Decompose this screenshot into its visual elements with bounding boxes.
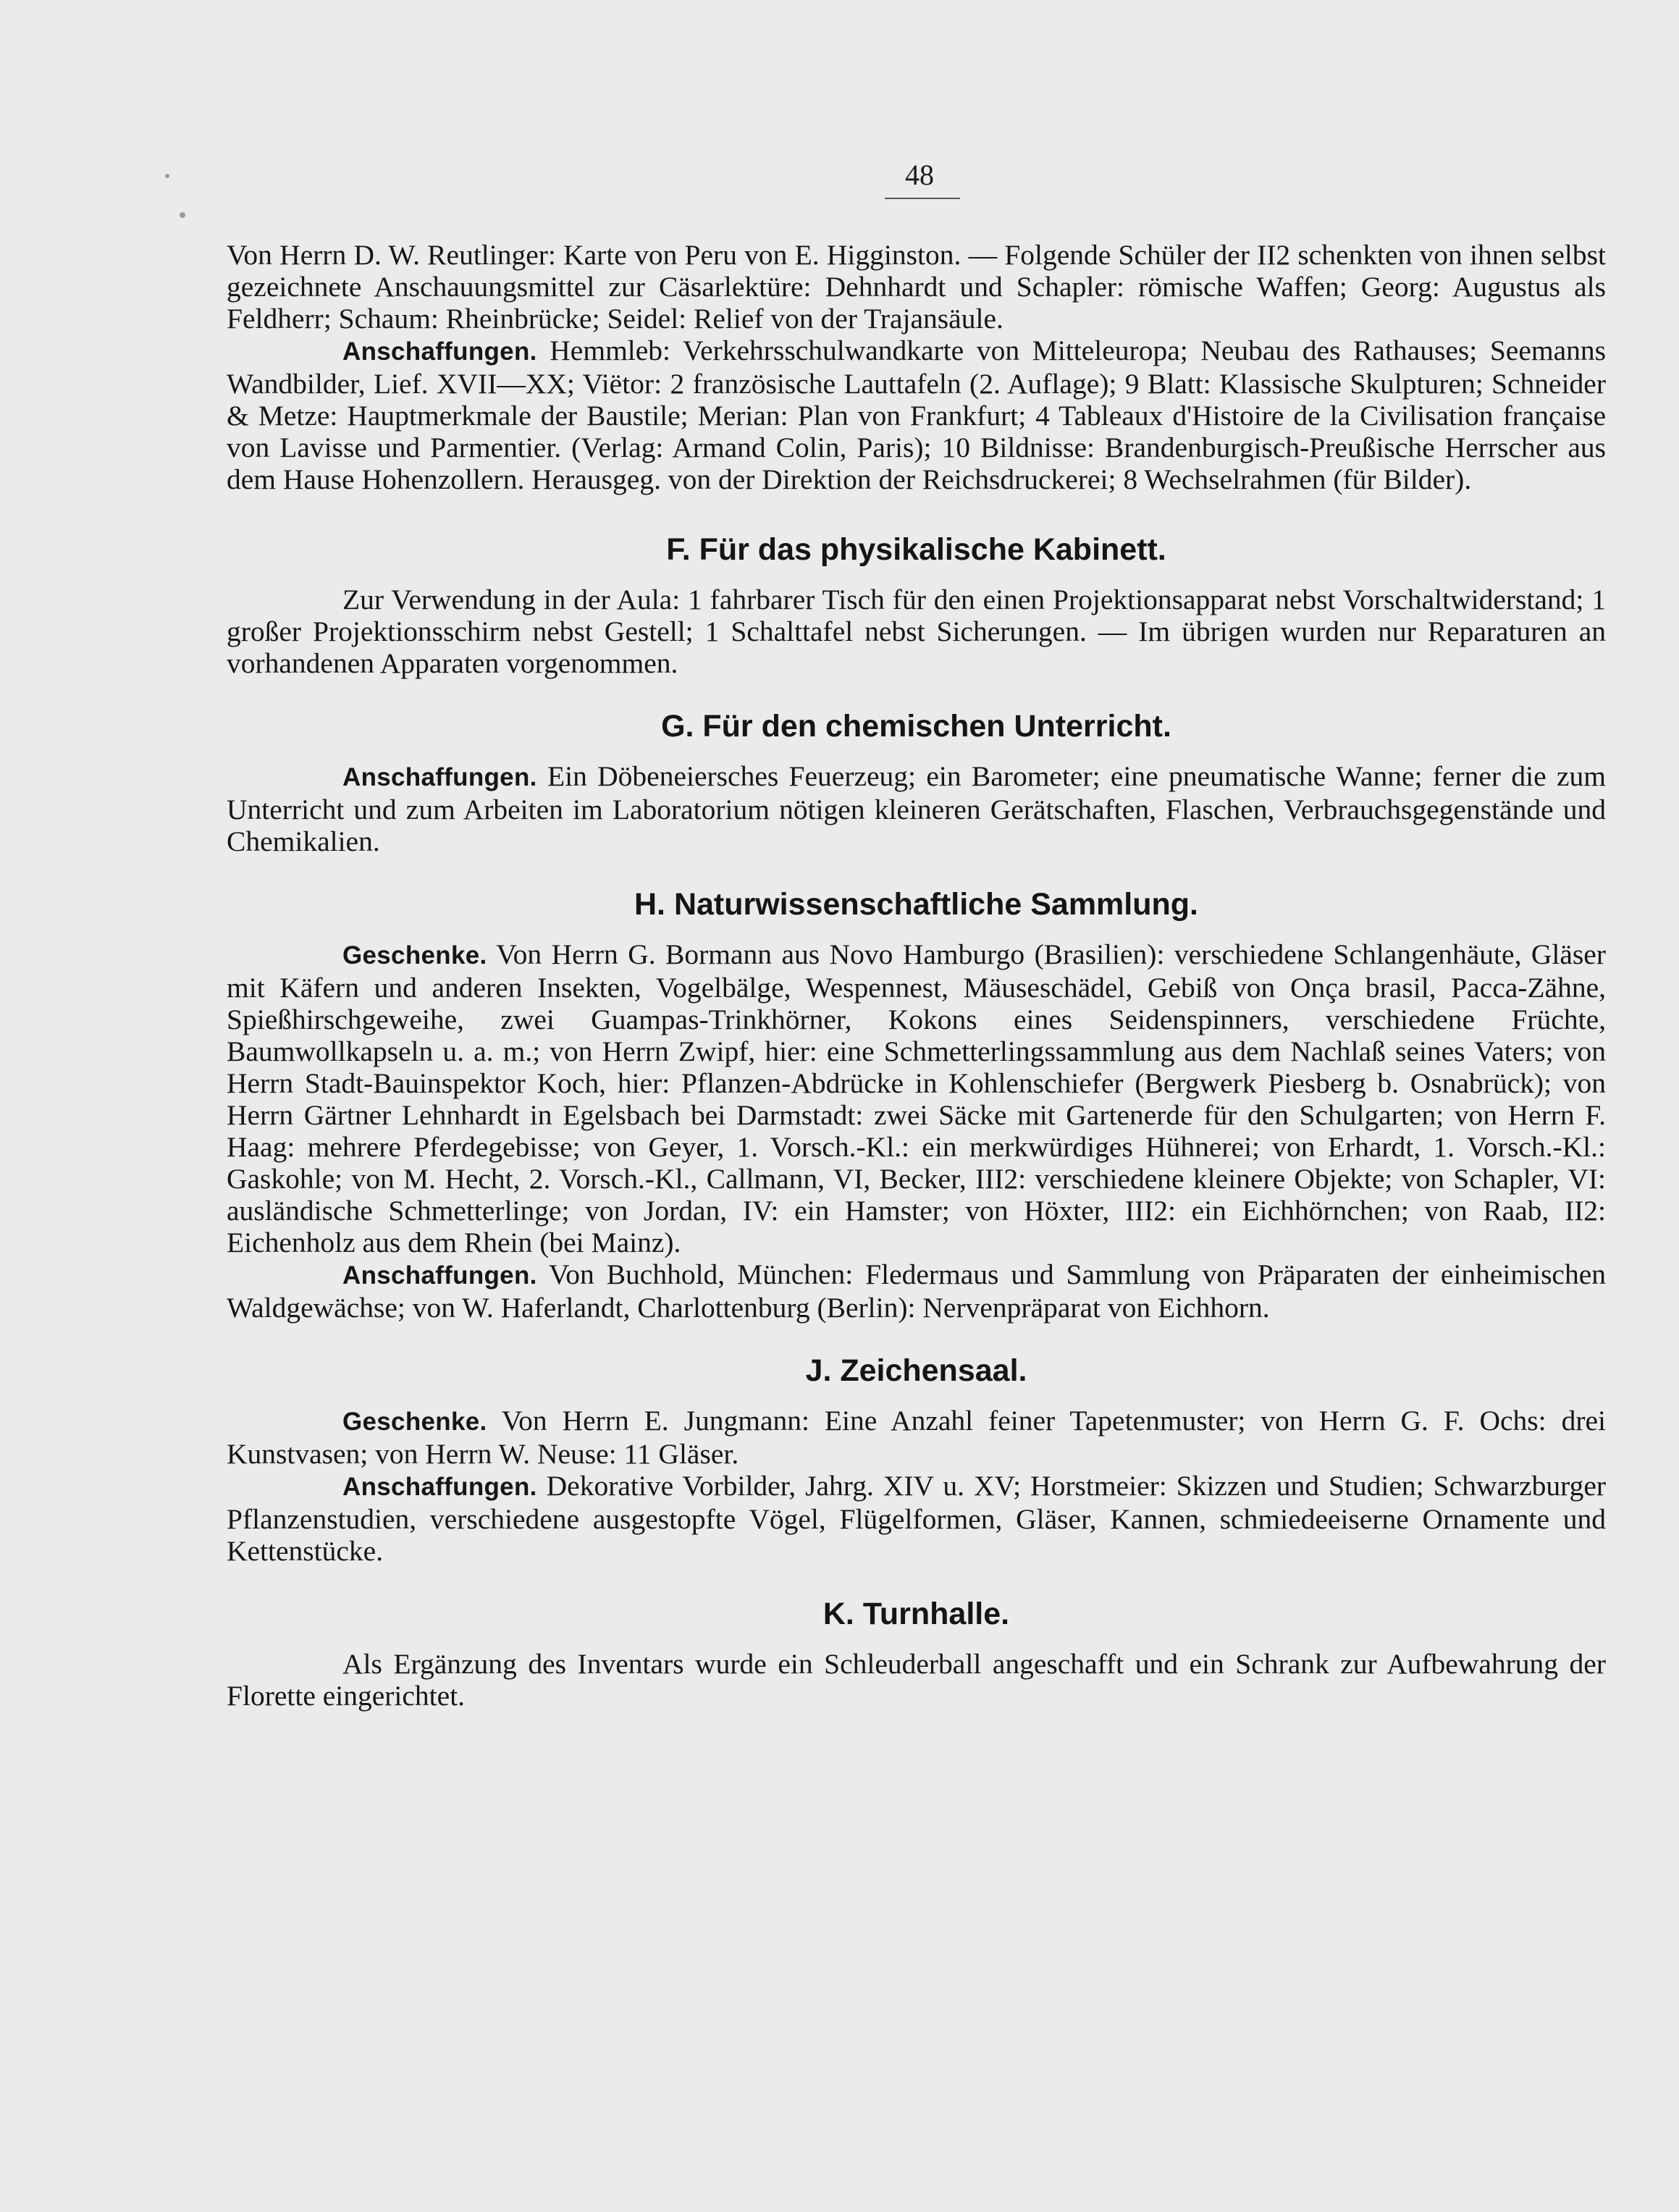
page-number: 48 [905, 159, 934, 191]
intro-paragraph-2-text: Hemmleb: Verkehrsschulwandkarte von Mitteleuropa; Neubau des Rathauses; Seemanns Wandbilder, Lief. XVII—XX; Viëtor: 2 französische Lauttafeln (2. Auflage); 9 Blatt: Klassische Skulpturen; Schneider & Metze: Hauptmerkmale der Baustile; Merian: Plan von Frankfurt; 4 Tableaux d'Histoire de la Civilisation française von Lavisse und Parmentier. (Verlag: Armand Colin, Paris); 10 Bildnisse: Brandenburgisch-Preußische Herrscher aus dem Hause Hohenzollern. Herausgeg. von der Direktion der Reichsdruckerei; 8 Wechselrahmen (für Bilder). [227, 335, 1606, 495]
page-body [227, 239, 1606, 1712]
section-j-paragraph-1-text: Von Herrn E. Jungmann: Eine Anzahl feiner Tapetenmuster; von Herrn G. F. Ochs: drei Kunstvasen; von Herrn W. Neuse: 11 Gläser. [227, 1405, 1606, 1470]
section-k-paragraph-1: Als Ergänzung des Inventars wurde ein Schleuderball angeschafft und ein Schrank zur Aufbewahrung der Florette eingerichtet. [227, 1648, 1606, 1712]
section-j-paragraph-2 [227, 1470, 1606, 1567]
keyword-anschaffungen: Anschaffungen. [342, 337, 537, 366]
keyword-anschaffungen: Anschaffungen. [342, 1473, 537, 1501]
section-f-paragraph-1: Zur Verwendung in der Aula: 1 fahrbarer Tisch für den einen Projektionsapparat nebst Vorschaltwiderstand; 1 großer Projektionsschirm nebst Gestell; 1 Schalttafel nebst Sicherungen. — Im übrigen wurden nur Reparaturen an vorhandenen Apparaten vorgenommen. [227, 584, 1606, 679]
section-heading-j: J. Zeichensaal. [805, 1353, 1027, 1388]
keyword-geschenke: Geschenke. [342, 941, 487, 970]
keyword-anschaffungen: Anschaffungen. [342, 1261, 537, 1290]
page-speck [165, 174, 169, 178]
section-h-paragraph-1-text: Von Herrn G. Bormann aus Novo Hamburgo (Brasilien): verschiedene Schlangenhäute, Gläser mit Käfern und anderen Insekten, Vogelbälge, Wespennest, Mäuseschädel, Gebiß von Onça brasil, Pacca-Zähne, Spießhirschgeweihe, zwei Guampas-Trinkhörner, Kokons eines Seidenspinners, verschiedene Früchte, Baumwollkapseln u. a. m.; von Herrn Zwipf, hier: eine Schmetterlingssammlung aus dem Nachlaß seines Vaters; von Herrn Stadt-Bauinspektor Koch, hier: Pflanzen-Abdrücke in Kohlenschiefer (Bergwerk Piesberg b. Osnabrück); von Herrn Gärtner Lehnhardt in Egelsbach bei Darmstadt: zwei Säcke mit Gartenerde für den Schulgarten; von Herrn F. Haag: mehrere Pferdegebisse; von Geyer, 1. Vorsch.-Kl.: ein merkwürdiges Hühnerei; von Erhardt, 1. Vorsch.-Kl.: Gaskohle; von M. Hecht, 2. Vorsch.-Kl., Callmann, VI, Becker, III2: verschiedene kleinere Objekte; von Schapler, VI: ausländische Schmetterlinge; von Jordan, IV: ein Hamster; von Höxter, III2: ein Eichhörnchen; von Raab, II2: Eichenholz aus dem Rhein (bei Mainz). [227, 938, 1606, 1258]
page-speck [180, 212, 185, 218]
keyword-anschaffungen: Anschaffungen. [342, 763, 537, 791]
intro-paragraph-2 [227, 335, 1606, 495]
section-heading-h: H. Naturwissenschaftliche Sammlung. [634, 887, 1198, 922]
page-number-rule [885, 198, 960, 199]
keyword-geschenke: Geschenke. [342, 1408, 487, 1436]
section-h-paragraph-2-text: Von Buchhold, München: Fledermaus und Sammlung von Präparaten der einheimischen Waldgewächse; von W. Haferlandt, Charlottenburg (Berlin): Nervenpräparat von Eichhorn. [227, 1258, 1606, 1324]
section-heading-f: F. Für das physikalische Kabinett. [666, 532, 1166, 567]
section-heading-k: K. Turnhalle. [822, 1597, 1010, 1631]
section-j-paragraph-2-text: Dekorative Vorbilder, Jahrg. XIV u. XV; Horstmeier: Skizzen und Studien; Schwarzburger Pflanzenstudien, verschiedene ausgestopfte Vögel, Flügelformen, Gläser, Kannen, schmiedeeiserne Ornamente und Kettenstücke. [227, 1470, 1606, 1567]
section-h-paragraph-1 [227, 938, 1606, 1258]
section-g-paragraph-1-text: Ein Döbeneiersches Feuerzeug; ein Barometer; eine pneumatische Wanne; ferner die zum Unterricht und zum Arbeiten im Laboratorium nötigen kleineren Gerätschaften, Flaschen, Verbrauchsgegenstände und Chemikalien. [227, 760, 1606, 857]
section-g-paragraph-1 [227, 760, 1606, 857]
section-h-paragraph-2 [227, 1258, 1606, 1324]
intro-paragraph-1: Von Herrn D. W. Reutlinger: Karte von Peru von E. Higginston. — Folgende Schüler der II2 schenkten von ihnen selbst gezeichnete Anschauungsmittel zur Cäsarlektüre: Dehnhardt und Schapler: römische Waffen; Georg: Augustus als Feldherr; Schaum: Rheinbrücke; Seidel: Relief von der Trajansäule. [227, 239, 1606, 335]
section-heading-g: G. Für den chemischen Unterricht. [661, 709, 1171, 744]
section-j-paragraph-1 [227, 1405, 1606, 1470]
